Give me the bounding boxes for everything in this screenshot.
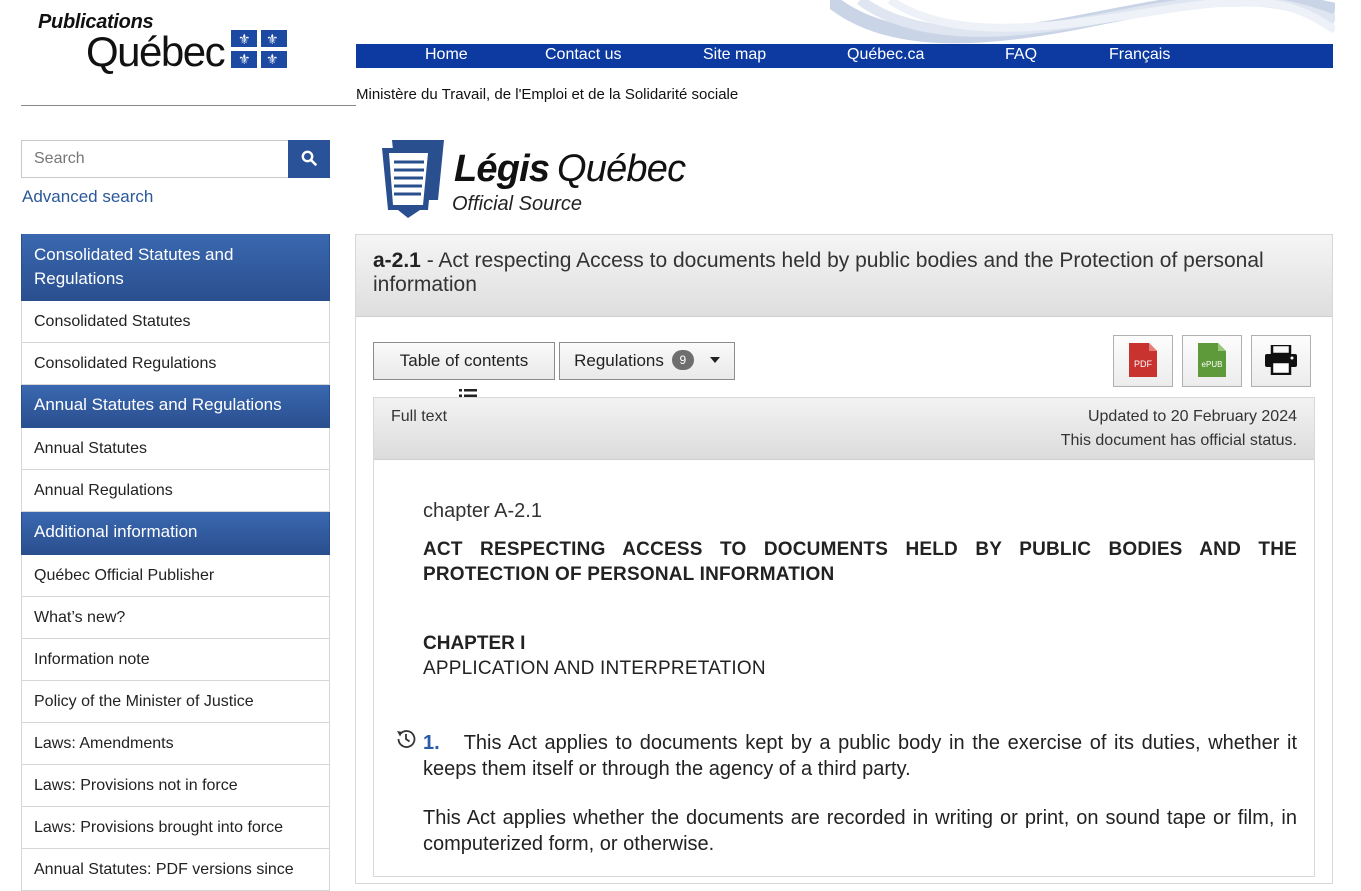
decorative-swoosh [830,0,1335,44]
act-heading: ACT RESPECTING ACCESS TO DOCUMENTS HELD BY PUBLIC BODIES AND THE PROTECTION OF PERSONAL INFORMATION [423,539,1297,585]
sidebar-item-consolidated-regulations[interactable]: Consolidated Regulations [21,343,330,385]
section-1-text: This Act applies to documents kept by a public body in the exercise of its duties, whether it keeps them itself or through the agency of a third party. [423,732,1297,780]
sidebar-item-annual-regulations[interactable]: Annual Regulations [21,470,330,512]
printer-icon [1264,345,1298,375]
chapter-number: CHAPTER I [423,633,526,654]
epub-icon [1198,343,1226,377]
nav-francais[interactable]: Français [1109,46,1171,63]
nav-quebec-ca[interactable]: Québec.ca [847,46,925,63]
pdf-download-button[interactable] [1113,335,1173,387]
act-code: a-2.1 [373,249,421,272]
logo-publications-text: Publications [38,11,154,33]
ministry-name: Ministère du Travail, de l'Emploi et de la Solidarité sociale [356,86,739,103]
print-button[interactable] [1251,335,1311,387]
updated-date: Updated to 20 February 2024 [1087,408,1297,425]
top-navigation [356,44,1333,68]
sidebar-item-policy-minister[interactable]: Policy of the Minister of Justice [21,681,330,723]
nav-contact-us[interactable]: Contact us [545,46,622,63]
sidebar-heading-consolidated[interactable]: Consolidated Statutes and Regulations [21,234,330,301]
header-divider [21,105,356,106]
sidebar-item-information-note[interactable]: Information note [21,639,330,681]
section-1-paragraph-2: This Act applies whether the documents are recorded in writing or print, on sound tape or film, in computerized form, or otherwise. [423,807,1297,855]
search-input[interactable] [21,140,289,178]
sidebar-item-consolidated-statutes[interactable]: Consolidated Statutes [21,301,330,343]
section-number[interactable]: 1. [423,732,440,754]
act-title-bar [356,235,1332,317]
sidebar-heading-additional-info[interactable]: Additional information [21,512,330,555]
epub-download-button[interactable] [1182,335,1242,387]
chapter-title: APPLICATION AND INTERPRETATION [423,658,766,679]
nav-site-map[interactable]: Site map [703,46,767,63]
nav-faq[interactable]: FAQ [1005,46,1038,63]
sidebar-item-annual-pdf-versions[interactable]: Annual Statutes: PDF versions since [21,849,330,891]
chapter-label: chapter A-2.1 [423,500,542,522]
quebec-brand-text: Québec [557,148,686,190]
regulations-count-badge: 9 [672,350,694,370]
regulations-label: Regulations [574,351,664,370]
advanced-search-link[interactable]: Advanced search [22,187,154,206]
sidebar-item-laws-amendments[interactable]: Laws: Amendments [21,723,330,765]
search-icon [301,150,317,166]
epub-icon-label: ePUB [1201,359,1223,369]
regulations-dropdown[interactable] [559,342,735,380]
toc-label: Table of contents [399,351,529,370]
legis-text: Légis [454,148,550,190]
publications-quebec-logo[interactable] [36,10,296,80]
pdf-icon [1129,343,1157,377]
full-text-label: Full text [391,408,448,425]
sidebar-item-annual-statutes[interactable]: Annual Statutes [21,428,330,470]
sidebar-item-whats-new[interactable]: What’s new? [21,597,330,639]
section-1 [423,730,1297,782]
official-source-text: Official Source [452,193,583,215]
chevron-down-icon [710,357,720,363]
nav-home[interactable]: Home [425,46,468,63]
sidebar-item-official-publisher[interactable]: Québec Official Publisher [21,555,330,597]
logo-quebec-text: Québec [86,28,225,75]
table-of-contents-button[interactable] [373,342,555,380]
sidebar-navigation [21,234,330,891]
legisquebec-logo[interactable] [380,138,720,220]
sidebar-heading-annual[interactable]: Annual Statutes and Regulations [21,385,330,428]
pdf-icon-label: PDF [1134,358,1152,369]
sidebar-item-provisions-not-in-force[interactable]: Laws: Provisions not in force [21,765,330,807]
official-status: This document has official status. [1060,432,1297,449]
quebec-flag-icon: ⚜ ⚜ ⚜ ⚜ [231,30,287,68]
document-logo-icon [380,138,446,218]
sidebar-item-provisions-in-force[interactable]: Laws: Provisions brought into force [21,807,330,849]
act-title: - Act respecting Access to documents held by public bodies and the Protection of personal information [373,249,1264,296]
search-button[interactable] [288,140,330,178]
history-icon[interactable] [394,727,418,751]
document-header [374,398,1314,460]
